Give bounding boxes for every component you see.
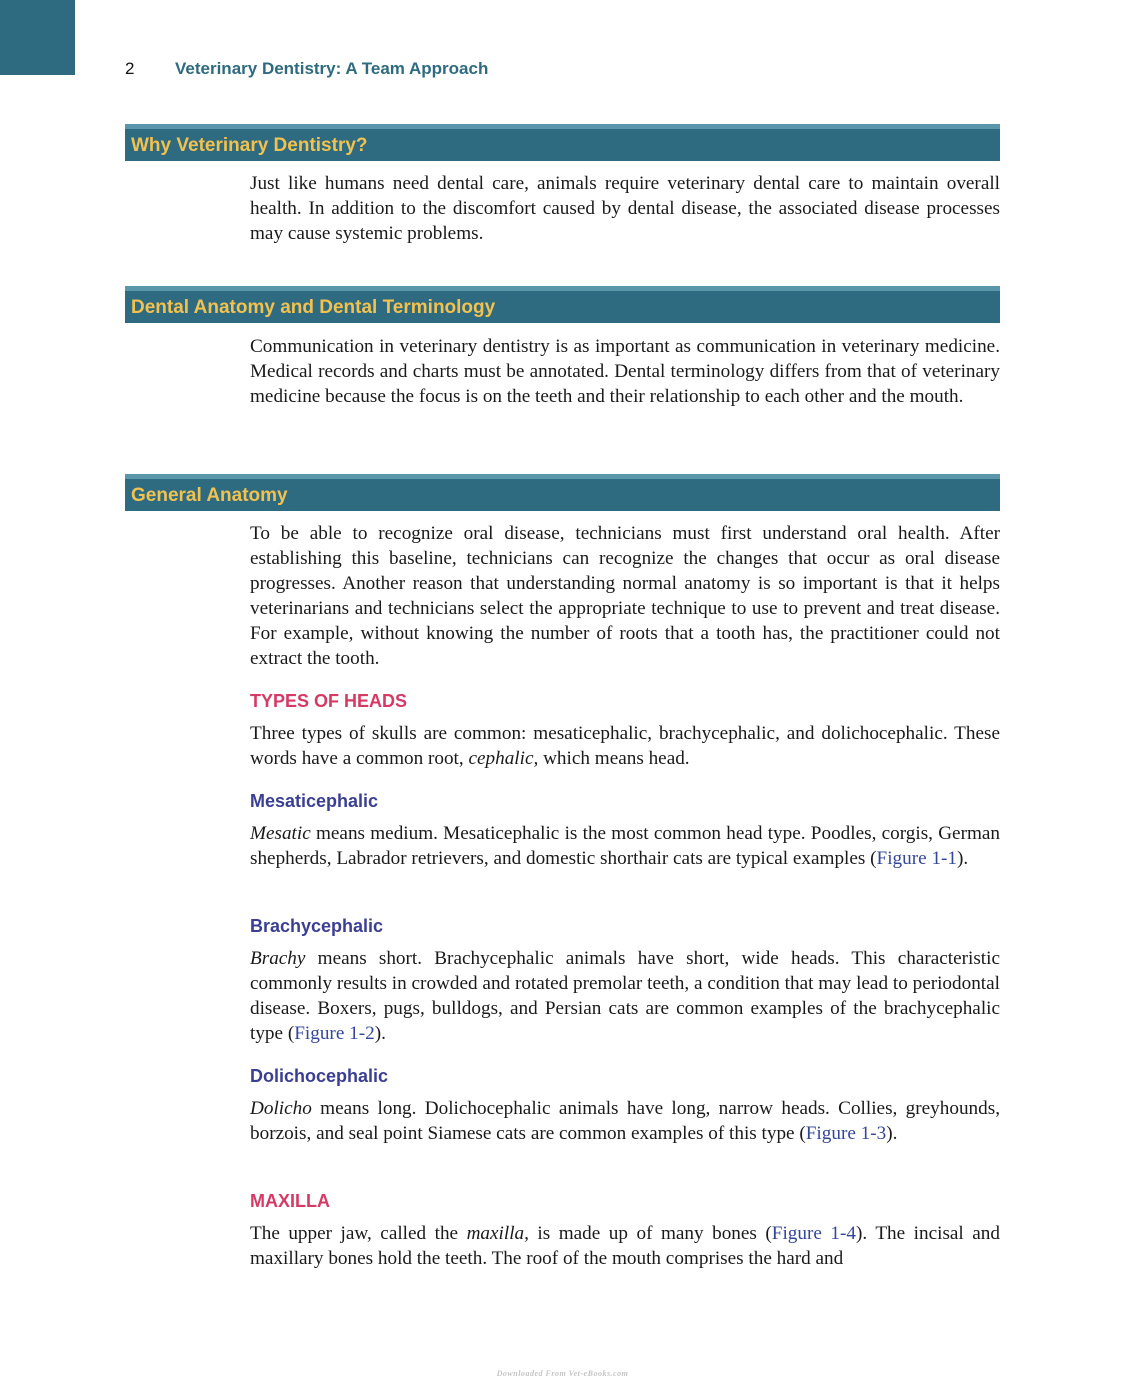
figure-link-1-1[interactable]: Figure 1-1 — [876, 848, 958, 869]
corner-color-block — [0, 0, 75, 75]
paragraph-dental-anatomy: Communication in veterinary dentistry is as important as communication in veterinary medicine. Medical records and charts must be annotated. Dental terminology differs from that of veterinary medicine because the focus is on the teeth and their relationship to each other and the mouth. — [250, 336, 1000, 407]
book-title: Veterinary Dentistry: A Team Approach — [175, 59, 489, 78]
section-heading-general-anatomy — [125, 474, 1000, 511]
italic-term: Dolicho — [250, 1098, 312, 1119]
page-number: 2 — [125, 59, 135, 78]
paragraph-brachycephalic — [250, 946, 1000, 1046]
section-heading-why-veterinary-dentistry — [125, 124, 1000, 161]
paragraph-why-veterinary-dentistry: Just like humans need dental care, animals require veterinary dental care to maintain overall health. In addition to the discomfort caused by dental disease, the associated disease processes may cause systemic problems. — [250, 173, 1000, 244]
subheading-types-of-heads: TYPES OF HEADS — [250, 691, 408, 711]
italic-term: Mesatic — [250, 823, 311, 844]
subheading-brachycephalic: Brachycephalic — [250, 916, 384, 936]
paragraph-types-of-heads — [250, 721, 1000, 771]
paragraph-general-anatomy: To be able to recognize oral disease, technicians must first understand oral health. After establishing this baseline, technicians can recognize the changes that occur as oral disease progresses. Another reason that understanding normal anatomy is so important is that it helps veterinarians and technicians select the appropriate technique to use to prevent and treat disease. For example, without knowing the number of roots that a tooth has, the practitioner could not extract the tooth. — [250, 523, 1000, 669]
section-title: Dental Anatomy and Dental Terminology — [131, 297, 496, 318]
paragraph-dolichocephalic — [250, 1096, 1000, 1146]
paragraph-maxilla — [250, 1221, 1000, 1271]
download-watermark: Downloaded From Vet-eBooks.com — [496, 1369, 629, 1378]
section-title: General Anatomy — [131, 485, 288, 506]
text-run: ). — [886, 1123, 898, 1144]
figure-link-1-4[interactable]: Figure 1-4 — [771, 1223, 856, 1244]
text-run: means long. Dolichocephalic animals have long, narrow heads. Collies, greyhounds, borzois, and seal point Siamese cats are common examples of this type ( — [250, 1098, 1000, 1144]
section-title: Why Veterinary Dentistry? — [131, 135, 368, 156]
text-run: The upper jaw, called the — [250, 1223, 467, 1244]
figure-link-1-3[interactable]: Figure 1-3 — [805, 1123, 887, 1144]
text-run: means short. Brachycephalic animals have short, wide heads. This characteristic commonly results in crowded and rotated premolar teeth, a condition that may lead to periodontal disease. Boxers, pugs, bulldogs, and Persian cats are common examples of the brachycephalic type ( — [250, 948, 1000, 1044]
italic-term: maxilla, — [466, 1223, 529, 1244]
text-run: ). — [374, 1023, 386, 1044]
text-run: Three types of skulls are common: mesaticephalic, brachycephalic, and dolichocephalic. These words have a common root, — [250, 723, 1000, 769]
text-run: means medium. Mesaticephalic is the most common head type. Poodles, corgis, German shepherds, Labrador retrievers, and domestic shorthair cats are typical examples ( — [250, 823, 1000, 869]
section-heading-dental-anatomy — [125, 286, 1000, 323]
subheading-dolichocephalic: Dolichocephalic — [250, 1066, 389, 1086]
subheading-maxilla: MAXILLA — [250, 1191, 330, 1211]
italic-term: Brachy — [250, 948, 306, 969]
text-run: which means head. — [538, 748, 690, 769]
italic-term: cephalic, — [468, 748, 539, 769]
text-run: ). — [957, 848, 969, 869]
paragraph-mesaticephalic — [250, 821, 1000, 871]
figure-link-1-2[interactable]: Figure 1-2 — [294, 1023, 375, 1044]
text-run: ). The incisal and maxillary bones hold the teeth. The roof of the mouth comprises the hard and — [250, 1223, 1000, 1269]
running-head — [125, 58, 488, 80]
text-run: is made up of many bones ( — [528, 1223, 772, 1244]
subheading-mesaticephalic: Mesaticephalic — [250, 791, 379, 811]
